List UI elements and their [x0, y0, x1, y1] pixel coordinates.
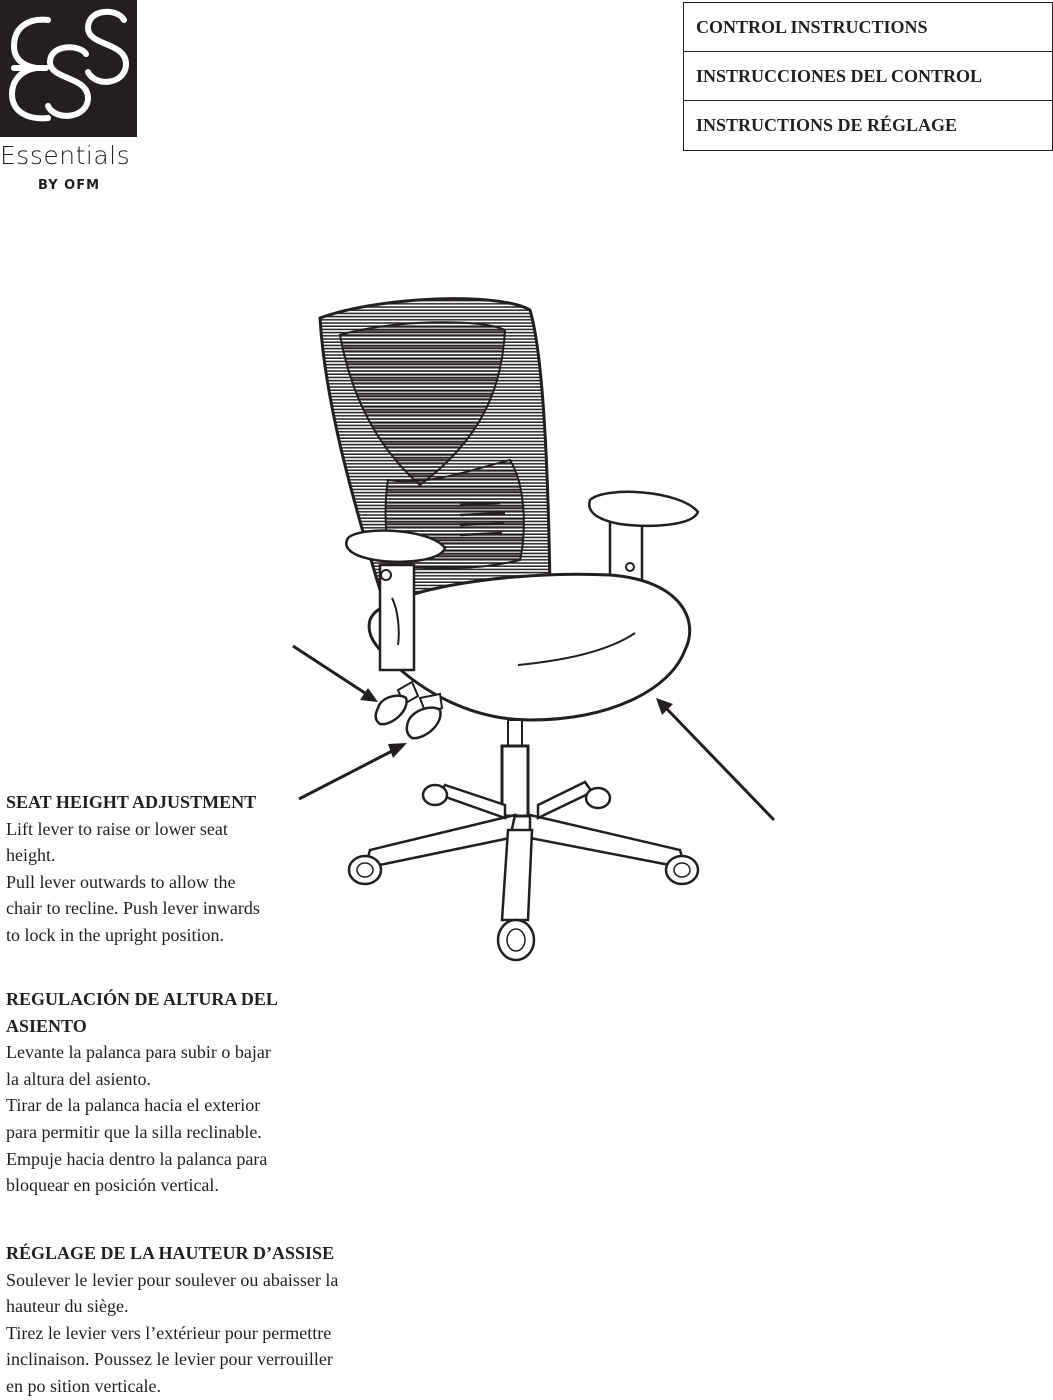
- chair-gas-cylinder: [502, 720, 528, 816]
- heading-line: ASIENTO: [6, 1015, 87, 1036]
- instruction-line: bloquear en posición vertical.: [6, 1175, 219, 1196]
- instruction-line: height.: [6, 845, 56, 866]
- instruction-line: hauteur du siège.: [6, 1296, 129, 1317]
- title-english: CONTROL INSTRUCTIONS: [684, 3, 1052, 52]
- instruction-line: Levante la palanca para subir o bajar: [6, 1042, 271, 1063]
- instruction-line: Lift lever to raise or lower seat: [6, 818, 228, 839]
- office-chair-illustration: [280, 290, 800, 970]
- instruction-line: Soulever le levier pour soulever ou abaisser la: [6, 1269, 339, 1290]
- heading-line: REGULACIÓN DE ALTURA DEL: [6, 989, 278, 1009]
- control-instructions-header: [683, 2, 1053, 151]
- heading-seat-height-adjustment: SEAT HEIGHT ADJUSTMENT: [6, 792, 257, 812]
- instruction-line: chair to recline. Push lever inwards: [6, 898, 260, 919]
- title-spanish: INSTRUCCIONES DEL CONTROL: [684, 52, 1052, 101]
- instruction-line: Empuje hacia dentro la palanca para: [6, 1148, 268, 1169]
- instruction-line: inclinaison. Poussez le levier pour verrouiller: [6, 1349, 333, 1370]
- title-french: INSTRUCTIONS DE RÉGLAGE: [696, 115, 958, 135]
- brand-logo-mark: [0, 0, 137, 137]
- instruction-line: en po sition verticale.: [6, 1375, 161, 1396]
- brand-wordmark: Essentials: [0, 141, 131, 170]
- instruction-line: la altura del asiento.: [6, 1068, 151, 1089]
- chair-seat: [369, 574, 690, 720]
- instruction-line: Pull lever outwards to allow the: [6, 871, 236, 892]
- ess-monogram-icon: [0, 0, 137, 137]
- instruction-line: Tirar de la palanca hacia el exterior: [6, 1095, 261, 1116]
- section-english: [6, 789, 306, 949]
- heading-regulacion-altura: [6, 986, 326, 1039]
- section-french: [6, 1240, 386, 1400]
- instruction-line: para permitir que la silla reclinable.: [6, 1121, 262, 1142]
- heading-reglage-hauteur: RÉGLAGE DE LA HAUTEUR D’ASSISE: [6, 1243, 335, 1263]
- section-spanish: [6, 986, 326, 1199]
- instruction-line: to lock in the upright position.: [6, 924, 224, 945]
- instruction-line: Tirez le levier vers l’extérieur pour permettre: [6, 1322, 332, 1343]
- brand-byline: BY OFM: [38, 178, 101, 193]
